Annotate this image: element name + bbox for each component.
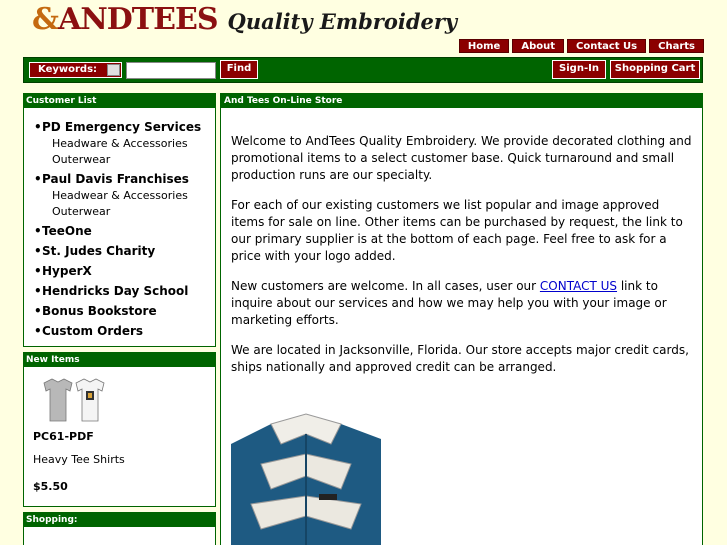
logo-ampersand: & <box>32 2 59 37</box>
customer-item-hyperx <box>34 263 215 279</box>
intro-paragraph: Welcome to AndTees Quality Embroidery. We provide decorated clothing and promotional items to a select customer base. Quick turnaround and small production runs are our specialty. <box>231 134 692 182</box>
keywords-select-label: Keywords: <box>38 64 98 75</box>
shopping-cart-button[interactable]: Shopping Cart <box>610 60 700 79</box>
bullet-icon: • <box>34 120 42 134</box>
contact-text-after: link to inquire about our services and how we may help you with your image or marketing efforts. <box>231 279 667 327</box>
shopping-title: Shopping: <box>24 513 215 527</box>
customer-link[interactable]: HyperX <box>42 264 92 278</box>
subcategory-link[interactable]: Outerwear <box>52 153 111 166</box>
customer-link[interactable]: Paul Davis Franchises <box>42 172 189 186</box>
customer-item-pd-emergency <box>34 119 215 167</box>
customer-list-panel <box>23 93 216 347</box>
bullet-icon: • <box>34 244 42 258</box>
search-input[interactable] <box>126 62 216 79</box>
customers-paragraph: For each of our existing customers we list popular and image approved items for sale on line. Other items can be purchased by request, the link to our primary supplier is at the bottom of each page. Feel free to ask for a price with your logo added. <box>231 198 683 263</box>
customer-item-bonus <box>34 303 215 319</box>
nav-home[interactable]: Home <box>459 39 509 53</box>
logo-brand: ANDTEES <box>58 2 218 37</box>
customer-item-hendricks <box>34 283 215 299</box>
customer-list-title: Customer List <box>24 94 215 108</box>
site-logo[interactable] <box>32 2 457 36</box>
contact-us-link[interactable]: CONTACT US <box>539 279 618 293</box>
tee-shirts-image[interactable] <box>38 377 110 425</box>
customer-item-teeone <box>34 223 215 239</box>
logo-tagline: Quality Embroidery <box>227 9 458 34</box>
find-button[interactable]: Find <box>220 60 258 79</box>
customer-link[interactable]: St. Judes Charity <box>42 244 156 258</box>
subcategory-link[interactable]: Outerwear <box>52 205 111 218</box>
sign-in-button[interactable]: Sign-In <box>552 60 606 79</box>
customer-link[interactable]: Bonus Bookstore <box>42 304 157 318</box>
new-items-panel <box>23 352 216 507</box>
main-title: And Tees On-Line Store <box>221 94 702 108</box>
customer-item-st-judes <box>34 243 215 259</box>
bullet-icon: • <box>34 324 42 338</box>
main-content <box>220 93 703 545</box>
location-paragraph: We are located in Jacksonville, Florida. Our store accepts major credit cards, ships nationally and approved credit can be arranged. <box>231 343 689 374</box>
nav-charts[interactable]: Charts <box>649 39 704 53</box>
customer-link[interactable]: Custom Orders <box>42 324 144 338</box>
jacket-image <box>231 404 381 545</box>
new-item-description: Heavy Tee Shirts <box>33 453 125 466</box>
customer-link[interactable]: Hendricks Day School <box>42 284 189 298</box>
contact-paragraph <box>231 278 692 329</box>
new-item-price: $5.50 <box>33 480 68 493</box>
top-nav <box>459 39 704 53</box>
nav-contact-us[interactable]: Contact Us <box>567 39 646 53</box>
shopping-panel <box>23 512 216 545</box>
dropdown-arrow-icon[interactable] <box>107 64 120 76</box>
bullet-icon: • <box>34 304 42 318</box>
subcategory-link[interactable]: Headware & Accessories <box>52 137 188 150</box>
subcategory-link[interactable]: Headwear & Accessories <box>52 189 188 202</box>
bullet-icon: • <box>34 264 42 278</box>
new-item-sku[interactable]: PC61-PDF <box>33 430 94 443</box>
customer-link[interactable]: TeeOne <box>42 224 92 238</box>
bullet-icon: • <box>34 284 42 298</box>
customer-link[interactable]: PD Emergency Services <box>42 120 202 134</box>
nav-about[interactable]: About <box>512 39 564 53</box>
new-items-title: New Items <box>24 353 215 367</box>
customer-item-custom <box>34 323 215 339</box>
keywords-select[interactable] <box>29 62 122 78</box>
customer-list <box>24 108 215 339</box>
bullet-icon: • <box>34 172 42 186</box>
contact-text-before: New customers are welcome. In all cases, user our <box>231 279 540 293</box>
bullet-icon: • <box>34 224 42 238</box>
customer-item-paul-davis <box>34 171 215 219</box>
search-bar <box>23 57 703 83</box>
